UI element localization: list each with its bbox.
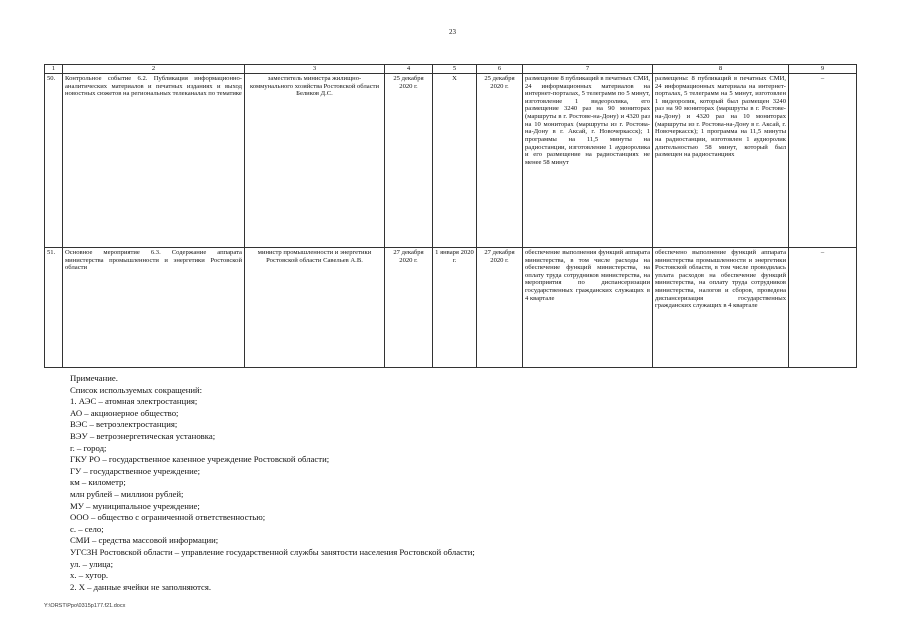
abbreviation-item: УГСЗН Ростовской области – управление государственной службы занятости населения Ростовской области; [70, 546, 475, 557]
column-header: 1 [45, 65, 63, 74]
abbreviation-item: СМИ – средства массовой информации; [70, 535, 219, 546]
abbreviation-item: млн рублей – миллион рублей; [70, 488, 184, 499]
plan-date-cell: 25 декабря 2020 г. [385, 73, 433, 247]
abbreviation-item: 1. АЭС – атомная электростанция; [70, 396, 198, 407]
note-cell: – [789, 247, 857, 367]
abbreviation-item: АО – акционерное общество; [70, 407, 179, 418]
planned-result-cell: обеспечение выполнения функций аппарата министерства, в том числе расходы на обеспечение функций министерства, на оплату труда сотрудников министерства, на мероприятия по диспансеризации государственных гражданских служащих в 4 квартале [523, 247, 653, 367]
end-date-cell: 27 декабря 2020 г. [477, 247, 523, 367]
abbreviation-item: ООО – общество с ограниченной ответственностью; [70, 512, 266, 523]
planned-result-cell: размещение 8 публикаций в печатных СМИ, 24 информационных материалов на интернет-порталах, 5 телеграмм по 5 минут, изготовление 1 видеоролика, его размещение 3240 раз на 90 мониторах (маршруты в г. Ростове-на-Дону) и 4320 раз на 10 мониторах (маршруты из г. Ростова-на-Дону в г. Аксай, г. Новочеркасск); 1 программы на 11,5 минуты на радиостанции, изготовление 1 аудиоролика и его размещение на радиостанциях не менее 58 минут [523, 73, 653, 247]
file-path: Y:\ORST\Ppo\0315p177.f21.docx [44, 603, 126, 609]
event-cell: Контрольное событие 6.2. Публикация информационно-аналитических материалов и печатных изданиях и выход новостных сюжетов на региональных телеканалах по тематике [63, 73, 245, 247]
abbreviation-item: ГУ – государственное учреждение; [70, 465, 201, 476]
row-number: 51. [45, 247, 63, 367]
abbreviation-item: г. – город; [70, 442, 107, 453]
start-date-cell: 1 января 2020 г. [433, 247, 477, 367]
start-date-cell: X [433, 73, 477, 247]
column-header: 9 [789, 65, 857, 74]
abbreviation-item: ВЭС – ветроэлектростанция; [70, 419, 178, 430]
plan-date-cell: 27 декабря 2020 г. [385, 247, 433, 367]
abbreviation-item: ГКУ РО – государственное казенное учреждение Ростовской области; [70, 454, 330, 465]
page-number: 23 [449, 28, 456, 36]
column-header: 2 [63, 65, 245, 74]
table-row [45, 247, 857, 367]
column-header: 7 [523, 65, 653, 74]
abbreviation-item: х. – хутор. [70, 570, 109, 581]
column-header: 4 [385, 65, 433, 74]
report-table [44, 64, 857, 368]
abbreviation-item: МУ – муниципальное учреждение; [70, 500, 200, 511]
table-row [45, 73, 857, 247]
responsible-cell: министр промышленности и энергетики Ростовской области Савельев А.В. [245, 247, 385, 367]
responsible-cell: заместитель министра жилищно-коммунального хозяйства Ростовской области Беликов Д.С. [245, 73, 385, 247]
note-item: 2. X – данные ячейки не заполняются. [70, 581, 212, 592]
notes-section [70, 373, 850, 593]
end-date-cell: 25 декабря 2020 г. [477, 73, 523, 247]
actual-result-cell: обеспечено выполнение функций аппарата министерства промышленности и энергетики Ростовской области, в том числе проводилась уплата расходов на обеспечение функций министерства, на оплату труда сотрудников министерства, налогов и сборов, проведена диспансеризация государственных гражданских служащих в 4 квартале [653, 247, 789, 367]
abbreviation-item: ВЭУ – ветроэнергетическая установка; [70, 430, 216, 441]
note-cell: – [789, 73, 857, 247]
column-header: 8 [653, 65, 789, 74]
event-cell: Основное мероприятие 6.3. Содержание аппарата министерства промышленности и энергетики Ростовской области [63, 247, 245, 367]
column-header: 3 [245, 65, 385, 74]
notes-title: Примечание. [70, 373, 118, 383]
column-header: 5 [433, 65, 477, 74]
abbreviation-item: с. – село; [70, 523, 104, 534]
abbreviation-item: ул. – улица; [70, 558, 114, 569]
actual-result-cell: размещены: 8 публикаций в печатных СМИ, 24 информационных материала на интернет-порталах, 5 телеграмм на 5 минут, изготовлен 1 видеоролик, который был размещен 3240 раз на 90 мониторах (маршруты в г. Ростове-на-Дону) и 4320 раз на 10 мониторах (маршруты из г. Ростова-на-Дону в г. Аксай, г. Новочеркасск); 1 программа на 11,5 минуты на радиостанции, изготовлен 1 аудиоролик длительностью 58 минут, который был размещен на радиостанциях [653, 73, 789, 247]
column-header: 6 [477, 65, 523, 74]
abbreviations-title: Список используемых сокращений: [70, 384, 203, 395]
column-number-row [45, 65, 857, 74]
abbreviation-item: км – километр; [70, 477, 126, 488]
row-number: 50. [45, 73, 63, 247]
